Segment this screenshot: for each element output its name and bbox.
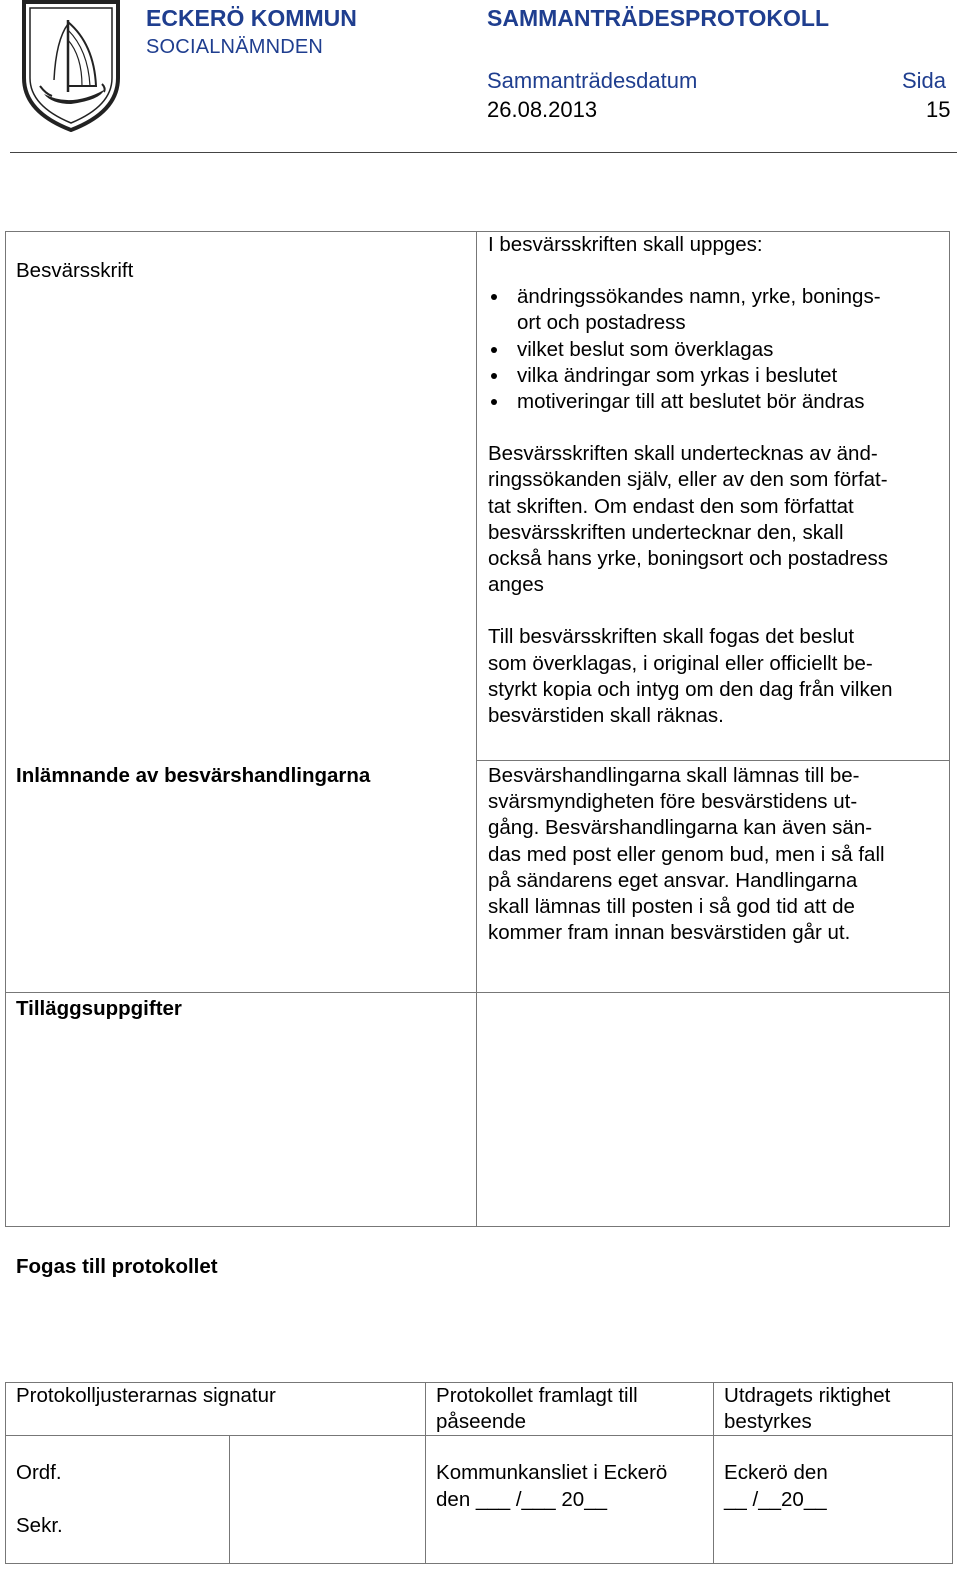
signature-field xyxy=(230,1436,426,1564)
board-name: SOCIALNÄMNDEN xyxy=(146,36,324,58)
signature-table xyxy=(5,1382,953,1564)
list-item: ändringssökandes namn, yrke, bonings- ort och postadress xyxy=(488,284,943,336)
table-column-divider xyxy=(476,231,477,1227)
list-item: vilket beslut som överklagas xyxy=(488,337,943,363)
signing-paragraph: Besvärsskriften skall undertecknas av änd- ringssökanden själv, eller av den som förfat- tat skriften. Om endast den som författat besvärsskriften undertecknar den, skall också hans yrke, boningsort och postadress anges xyxy=(488,442,888,597)
secretary-label: Sekr. xyxy=(16,1513,63,1537)
attachment-paragraph: Till besvärsskriften skall fogas det beslut som överklagas, i original eller officiellt be- styrkt kopia och intyg om den dag från vilken besvärstiden skall räknas. xyxy=(488,625,893,728)
signatures-header: Protokolljusterarnas signatur xyxy=(6,1383,426,1436)
besvarsskrift-heading: Besvärsskrift xyxy=(16,259,134,282)
municipality-coat-of-arms xyxy=(16,0,126,132)
list-item: motiveringar till att beslutet bör ändras xyxy=(488,389,943,415)
municipality-name: ECKERÖ KOMMUN xyxy=(146,5,357,31)
signer-roles xyxy=(6,1436,230,1564)
meeting-date-value: 26.08.2013 xyxy=(487,97,598,122)
besvarsskrift-content xyxy=(488,232,943,729)
certification-place: Eckerö den __ /__20__ xyxy=(714,1436,953,1564)
inlamnande-heading: Inlämnande av besvärshandlingarna xyxy=(16,764,371,787)
table-row-divider xyxy=(476,760,949,761)
meeting-date-label: Sammanträdesdatum xyxy=(487,68,698,93)
header-divider xyxy=(10,152,957,153)
inlamnande-content: Besvärshandlingarna skall lämnas till be- svärsmyndigheten före besvärstidens ut- gång. Besvärshandlingarna kan även sän- das med post eller genom bud, men i så fall på sändarens eget ansvar. Handlingarna skall lämnas till posten i så god tid att de kommer fram innan besvärstiden går ut. xyxy=(488,764,885,945)
page-label: Sida xyxy=(902,68,947,93)
fogas-heading: Fogas till protokollet xyxy=(16,1255,218,1278)
besvarsskrift-intro: I besvärsskriften skall uppges: xyxy=(488,233,763,256)
list-item: vilka ändringar som yrkas i beslutet xyxy=(488,363,943,389)
tillaggsuppgifter-heading: Tilläggsuppgifter xyxy=(16,997,182,1020)
table-row-divider xyxy=(5,992,950,993)
display-header: Protokollet framlagt till påseende xyxy=(426,1383,714,1436)
besvarsskrift-requirements-list xyxy=(488,284,943,415)
certification-header: Utdragets riktighet bestyrkes xyxy=(714,1383,953,1436)
page-number: 15 xyxy=(926,97,951,122)
chairman-label: Ordf. xyxy=(16,1461,62,1485)
document-type: SAMMANTRÄDESPROTOKOLL xyxy=(487,5,830,31)
display-location: Kommunkansliet i Eckerö den ___ /___ 20__ xyxy=(426,1436,714,1564)
